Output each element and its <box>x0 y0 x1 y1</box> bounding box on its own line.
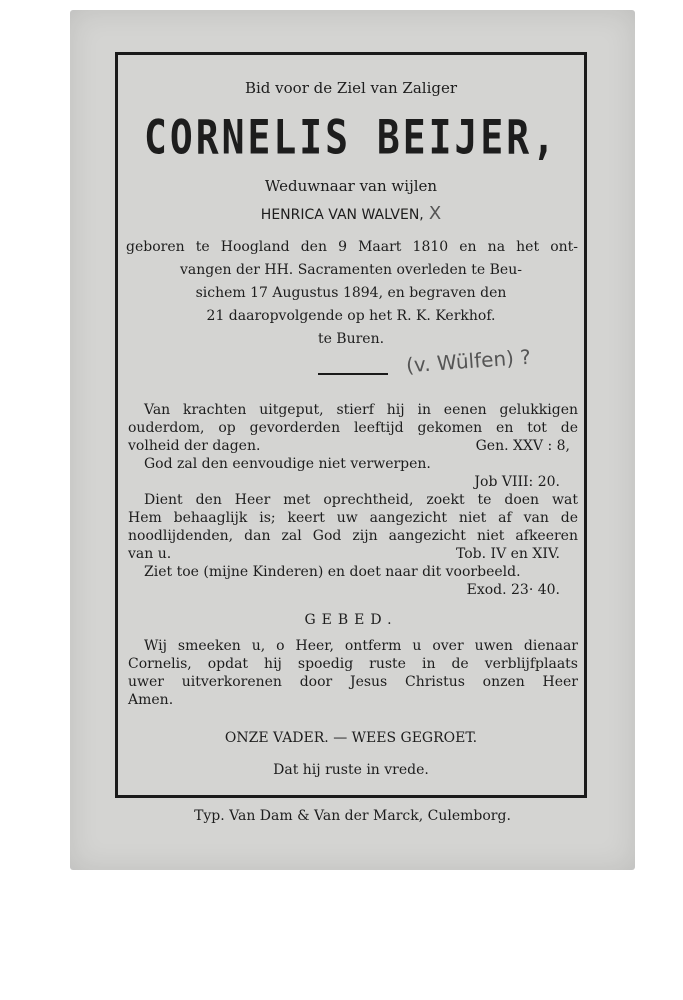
verse-2: God zal den eenvoudige niet verwerpen. <box>144 456 431 472</box>
prayer-line-2: Cornelis, opdat hij spoedig ruste in de verblijfplaats <box>128 656 578 672</box>
spouse-line <box>118 203 584 224</box>
printer-imprint: Typ. Van Dam & Van der Marck, Culemborg. <box>194 808 511 824</box>
bio-line-3: sichem 17 Augustus 1894, en begraven den <box>195 285 507 301</box>
verse-4: Ziet toe (mijne Kinderen) en doet naar dit voorbeeld. <box>144 564 521 580</box>
bio-line-2: vangen der HH. Sacramenten overleden te Beu- <box>180 262 522 278</box>
rest-in-peace: Dat hij ruste in vrede. <box>273 762 429 778</box>
closing-prayers: ONZE VADER. — WEES GEGROET. <box>224 730 478 746</box>
verse-1a: Van krachten uitgeput, stierf hij in eenen gelukkigen <box>144 402 578 418</box>
verse-3d: van u. <box>128 546 172 562</box>
verse-1-ref: Gen. XXV : 8, <box>475 438 570 454</box>
verse-3b: Hem behaaglijk is; keert uw aangezicht niet af van de <box>128 510 578 526</box>
prayer-line-1: Wij smeeken u, o Heer, ontferm u over uwen dienaar <box>144 638 578 654</box>
invocation: Bid voor de Ziel van Zaliger <box>244 79 458 97</box>
bio-line-1: geboren te Hoogland den 9 Maart 1810 en na het ont- <box>126 239 578 255</box>
relation-text: Weduwnaar van wijlen <box>264 177 438 195</box>
divider <box>318 373 388 375</box>
handwritten-note: (v. Wülfen) ? <box>405 344 532 378</box>
verse-1b: ouderdom, op gevorderden leeftijd gekomen en tot de <box>128 420 578 436</box>
memorial-card <box>70 10 635 870</box>
verse-3a: Dient den Heer met oprechtheid, zoekt te doen wat <box>144 492 578 508</box>
verse-3c: noodlijdenden, dan zal God zijn aangezicht niet afkeeren <box>128 528 578 544</box>
deceased-name: CORNELIS BEIJER, <box>143 109 559 165</box>
prayer-heading: GEBED. <box>304 612 398 628</box>
verse-3-ref: Tob. IV en XIV. <box>456 546 560 562</box>
handwritten-mark: X <box>428 203 442 224</box>
verse-1c: volheid der dagen. <box>128 438 261 454</box>
bio-line-5: te Buren. <box>317 331 385 347</box>
prayer-line-4: Amen. <box>128 692 174 708</box>
spouse-name: HENRICA VAN WALVEN, <box>260 207 424 223</box>
prayer-line-3: uwer uitverkorenen door Jesus Christus onzen Heer <box>128 674 578 690</box>
verse-4-ref: Exod. 23· 40. <box>466 582 560 598</box>
mourning-border <box>115 52 587 798</box>
verse-2-ref: Job VIII: 20. <box>474 474 560 490</box>
bio-line-4: 21 daaropvolgende op het R. K. Kerkhof. <box>206 308 496 324</box>
